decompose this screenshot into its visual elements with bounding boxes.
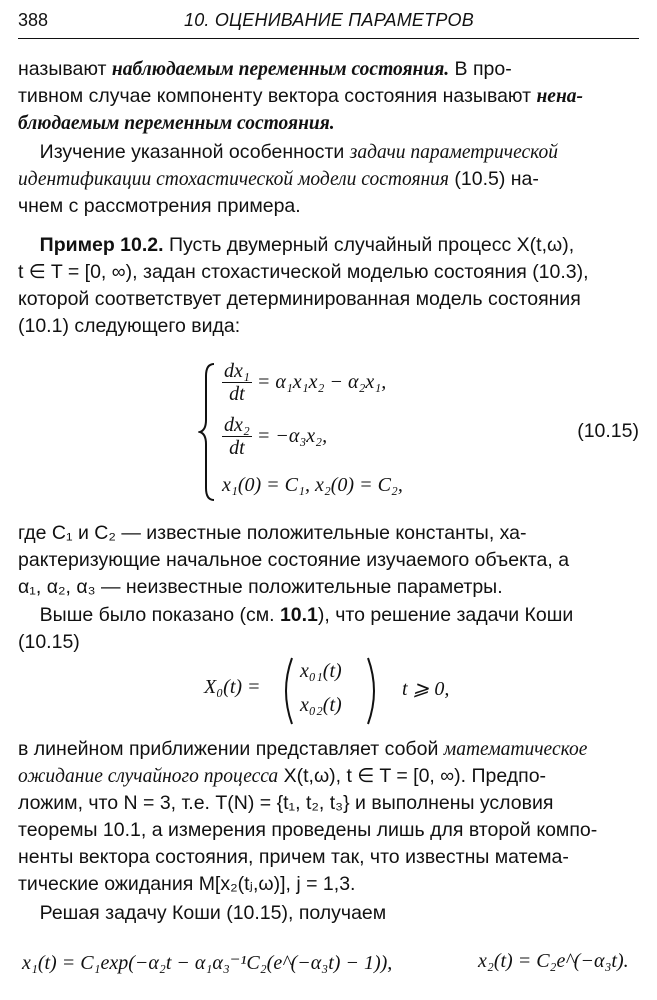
text: в линейном приближении представляет собой <box>18 738 444 760</box>
paragraph-example <box>18 232 640 340</box>
solution-x2: x₂(t) = C₂e^(−α₃t). <box>478 950 629 972</box>
italic-term: идентификации стохастической модели состояния <box>18 169 449 190</box>
chapter-title: 10. ОЦЕНИВАНИЕ ПАРАМЕТРОВ <box>184 10 474 30</box>
text-line: которой соответствует детерминированная модель состояния <box>18 288 581 310</box>
equation-number: (10.15) <box>577 420 639 442</box>
text-line: ложим, что N = 3, т.е. T(N) = {t₁, t₂, t₃} и выполнены условия <box>18 792 554 814</box>
fraction-denominator: dt <box>229 437 245 459</box>
paragraph-study <box>18 139 640 220</box>
text: называют <box>18 58 112 80</box>
paragraph-solving <box>18 900 640 927</box>
text: Пусть двумерный случайный процесс X(t,ω), <box>163 234 575 256</box>
text-line: ненты вектора состояния, причем так, что известны матема- <box>18 846 569 868</box>
paragraph-observable <box>18 56 640 137</box>
solution-x1: x₁(t) = C₁exp(−α₂t − α₁α₃⁻¹C₂(e^(−α₃t) − 1)), <box>22 952 393 974</box>
italic-term: ожидание случайного процесса <box>18 766 279 787</box>
equation-2 <box>222 414 327 459</box>
text-line: рактеризующие начальное состояние изучаемого объекта, а <box>18 549 570 571</box>
text: X(t,ω), t ∈ T = [0, ∞). Предпо- <box>278 765 547 787</box>
italic-term: математическое <box>443 739 588 760</box>
solution-bottom: x₀₂(t) <box>300 694 342 716</box>
paragraph-expectation <box>18 736 640 898</box>
text: В про- <box>449 58 512 80</box>
example-label: Пример 10.2. <box>39 234 164 256</box>
header-rule <box>18 38 639 39</box>
text-line: тические ожидания M[x₂(tⱼ,ω)], j = 1,3. <box>18 873 356 895</box>
paragraph-cauchy <box>18 602 640 656</box>
text-line: (10.1) следующего вида: <box>18 315 241 337</box>
fraction-numerator: dx₂ <box>224 414 250 436</box>
running-header <box>18 10 639 36</box>
equation-rhs: = α₁x₁x₂ − α₂x₁, <box>256 371 387 393</box>
fraction-denominator: dt <box>229 383 245 405</box>
paragraph-constants <box>18 520 640 601</box>
term-unobservable-start: нена- <box>536 86 584 107</box>
section-ref: 10.1 <box>279 604 318 626</box>
solution-lhs: X₀(t) = <box>204 676 261 698</box>
term-unobservable-end: блюдаемым переменным состояния. <box>18 113 335 134</box>
text-line: t ∈ T = [0, ∞), задан стохастической моделью состояния (10.3), <box>18 261 589 283</box>
equation-rhs: = −α₃x₂, <box>256 425 328 447</box>
text: (10.5) на- <box>449 168 539 190</box>
initial-conditions: x₁(0) = C₁, x₂(0) = C₂, <box>222 474 403 496</box>
text-line: теоремы 10.1, а измерения проведены лишь для второй компо- <box>18 819 598 841</box>
text: тивном случае компоненту вектора состояния называют <box>18 85 537 107</box>
text-line: где C₁ и C₂ — известные положительные константы, ха- <box>18 522 527 544</box>
solution-condition: t ⩾ 0, <box>402 678 450 700</box>
fraction-numerator: dx₁ <box>224 360 250 382</box>
text-line: α₁, α₂, α₃ — неизвестные положительные параметры. <box>18 576 503 598</box>
page-number: 388 <box>18 10 49 30</box>
text: Изучение указанной особенности <box>39 141 350 163</box>
text-line: (10.15) <box>18 631 80 653</box>
italic-term: задачи параметрической <box>349 142 559 163</box>
text: Решая задачу Коши (10.15), получаем <box>39 902 387 924</box>
solution-top: x₀₁(t) <box>300 660 342 682</box>
text: ), что решение задачи Коши <box>317 604 574 626</box>
left-brace <box>198 362 218 502</box>
text: Выше было показано (см. <box>39 604 280 626</box>
text: чнем с рассмотрения примера. <box>18 195 301 217</box>
equation-1 <box>222 360 386 405</box>
term-observable: наблюдаемым переменным состояния. <box>111 59 450 80</box>
